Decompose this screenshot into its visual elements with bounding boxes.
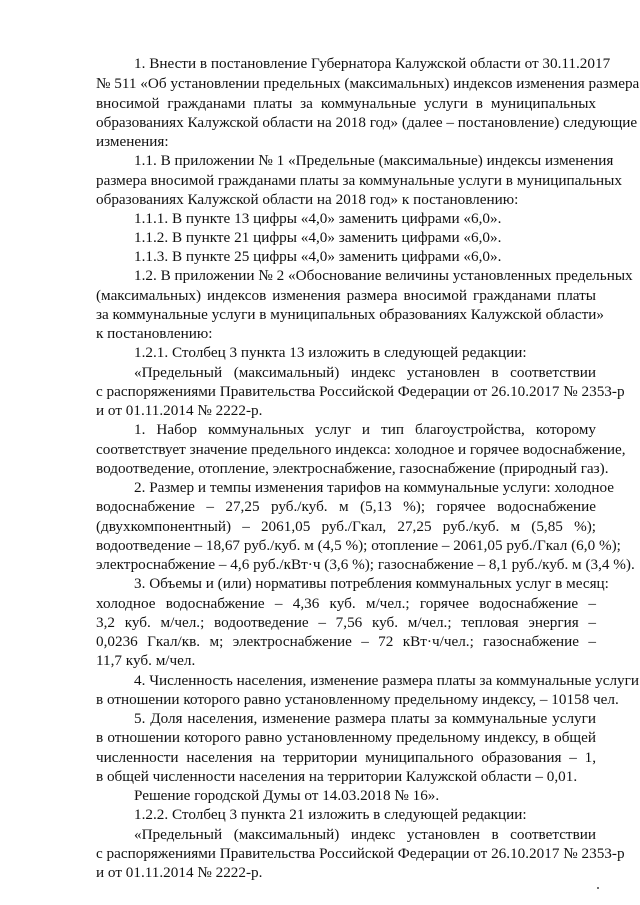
text-line: численности населения на территории муниципального образования – 1, xyxy=(96,749,596,766)
text-line: (двухкомпонентный) – 2061,05 руб./Гкал, 27,25 руб./куб. м (5,85 %); xyxy=(96,518,596,535)
text-line: в отношении которого равно установленному предельному индексу, – 10158 чел. xyxy=(96,691,619,708)
text-line: с распоряжениями Правительства Российской Федерации от 26.10.2017 № 2353-р xyxy=(96,383,625,400)
text-line: 0,0236 Гкал/кв. м; электроснабжение – 72 кВт·ч/чел.; газоснабжение – xyxy=(96,633,596,650)
text-line: образованиях Калужской области на 2018 год» (далее – постановление) следующие xyxy=(96,114,638,131)
text-line: «Предельный (максимальный) индекс установлен в соответствии xyxy=(134,364,596,381)
text-line: к постановлению: xyxy=(96,325,213,342)
text-line: с распоряжениями Правительства Российской Федерации от 26.10.2017 № 2353-р xyxy=(96,845,625,862)
text-line: соответствует значение предельного индекса: холодное и горячее водоснабжение, xyxy=(96,441,626,458)
text-line: размера вносимой гражданами платы за коммунальные услуги в муниципальных xyxy=(96,172,622,189)
text-line: в общей численности населения на территории Калужской области – 0,01. xyxy=(96,768,578,785)
text-line: «Предельный (максимальный) индекс установлен в соответствии xyxy=(134,826,596,843)
text-line: 3. Объемы и (или) нормативы потребления коммунальных услуг в месяц: xyxy=(134,575,609,592)
text-line: образованиях Калужской области на 2018 год» к постановлению: xyxy=(96,191,519,208)
text-line: водоснабжение – 27,25 руб./куб. м (5,13 %); горячее водоснабжение xyxy=(96,498,596,515)
text-line: и от 01.11.2014 № 2222-р. xyxy=(96,402,263,419)
text-line: 3,2 куб. м/чел.; водоотведение – 7,56 куб. м/чел.; тепловая энергия – xyxy=(96,614,596,631)
text-line: № 511 «Об установлении предельных (максимальных) индексов изменения размера xyxy=(96,75,640,92)
text-line: 5. Доля населения, изменение размера платы за коммунальные услуги xyxy=(134,710,596,727)
text-line: (максимальных) индексов изменения размера вносимой гражданами платы xyxy=(96,287,596,304)
text-line: 1.1.3. В пункте 25 цифры «4,0» заменить цифрами «6,0». xyxy=(134,248,502,265)
text-line: водоотведение, отопление, электроснабжение, газоснабжение (природный газ). xyxy=(96,460,609,477)
text-line: 1. Внести в постановление Губернатора Калужской области от 30.11.2017 xyxy=(134,55,611,72)
text-line: 1.2.2. Столбец 3 пункта 21 изложить в следующей редакции: xyxy=(134,806,527,823)
text-line: 1.1.2. В пункте 21 цифры «4,0» заменить цифрами «6,0». xyxy=(134,229,502,246)
text-line: за коммунальные услуги в муниципальных образованиях Калужской области» xyxy=(96,306,604,323)
text-line: водоотведение – 18,67 руб./куб. м (4,5 %); отопление – 2061,05 руб./Гкал (6,0 %); xyxy=(96,537,621,554)
text-line: 1.1. В приложении № 1 «Предельные (максимальные) индексы изменения xyxy=(134,152,614,169)
text-line: изменения: xyxy=(96,133,169,150)
text-line: вносимой гражданами платы за коммунальные услуги в муниципальных xyxy=(96,95,596,112)
text-line: в отношении которого равно установленному предельному индексу, в общей xyxy=(96,729,596,746)
text-line: холодное водоснабжение – 4,36 куб. м/чел.; горячее водоснабжение – xyxy=(96,595,596,612)
text-line: и от 01.11.2014 № 2222-р. xyxy=(96,864,263,881)
text-line: 2. Размер и темпы изменения тарифов на коммунальные услуги: холодное xyxy=(134,479,614,496)
text-line: 1.2. В приложении № 2 «Обоснование величины установленных предельных xyxy=(134,267,633,284)
text-line: 4. Численность населения, изменение размера платы за коммунальные услуги xyxy=(134,672,639,689)
text-line: 1.2.1. Столбец 3 пункта 13 изложить в следующей редакции: xyxy=(134,344,527,361)
text-line: 11,7 куб. м/чел. xyxy=(96,652,196,669)
text-line: Решение городской Думы от 14.03.2018 № 16». xyxy=(134,787,440,804)
scan-speck xyxy=(597,887,599,889)
text-line: 1.1.1. В пункте 13 цифры «4,0» заменить цифрами «6,0». xyxy=(134,210,502,227)
text-line: 1. Набор коммунальных услуг и тип благоустройства, которому xyxy=(134,421,596,438)
text-line: электроснабжение – 4,6 руб./кВт·ч (3,6 %); газоснабжение – 8,1 руб./куб. м (3,4 %). xyxy=(96,556,635,573)
